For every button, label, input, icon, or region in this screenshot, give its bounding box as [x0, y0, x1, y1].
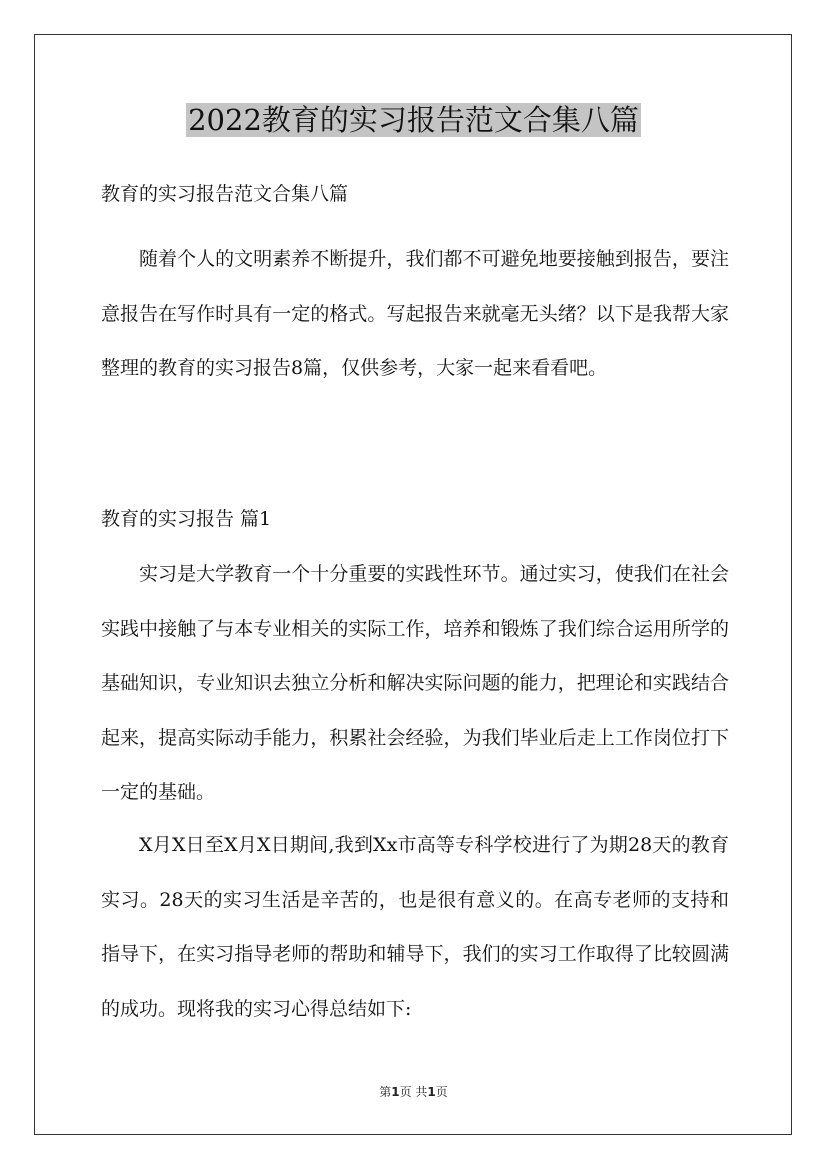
footer-total-pages: 1	[427, 1085, 436, 1099]
section-block-2	[101, 818, 729, 1036]
section-block-1	[101, 547, 729, 820]
intro-paragraph: 随着个人的文明素养不断提升，我们都不可避免地要接触到报告，要注意报告在写作时具有一定的格式。写起报告来就毫无头绪？以下是我帮大家整理的教育的实习报告8篇，仅供参考，大家一起来看看吧。	[101, 248, 729, 379]
footer-suffix: 页	[435, 1085, 448, 1099]
footer-mid: 页 共	[399, 1085, 428, 1099]
document-title-text: 2022教育的实习报告范文合集八篇	[188, 103, 639, 137]
document-title	[0, 100, 827, 140]
page-footer	[0, 1083, 827, 1101]
document-subtitle: 教育的实习报告范文合集八篇	[101, 183, 349, 205]
section-paragraph-2: X月X日至X月X日期间,我到Xx市高等专科学校进行了为期28天的教育实习。28天的实习生活是辛苦的，也是很有意义的。在高专老师的支持和指导下，在实习指导老师的帮助和辅导下，我们的实习工作取得了比较圆满的成功。现将我的实习心得总结如下:	[101, 834, 729, 1020]
intro-block	[101, 232, 729, 396]
footer-current-page: 1	[391, 1085, 400, 1099]
section-paragraph-1: 实习是大学教育一个十分重要的实践性环节。通过实习，使我们在社会实践中接触了与本专业相关的实际工作，培养和锻炼了我们综合运用所学的基础知识，专业知识去独立分析和解决实际问题的能力，把理论和实践结合起来，提高实际动手能力，积累社会经验，为我们毕业后走上工作岗位打下一定的基础。	[101, 563, 729, 803]
footer-prefix: 第	[379, 1085, 392, 1099]
section-heading: 教育的实习报告 篇1	[101, 508, 272, 530]
